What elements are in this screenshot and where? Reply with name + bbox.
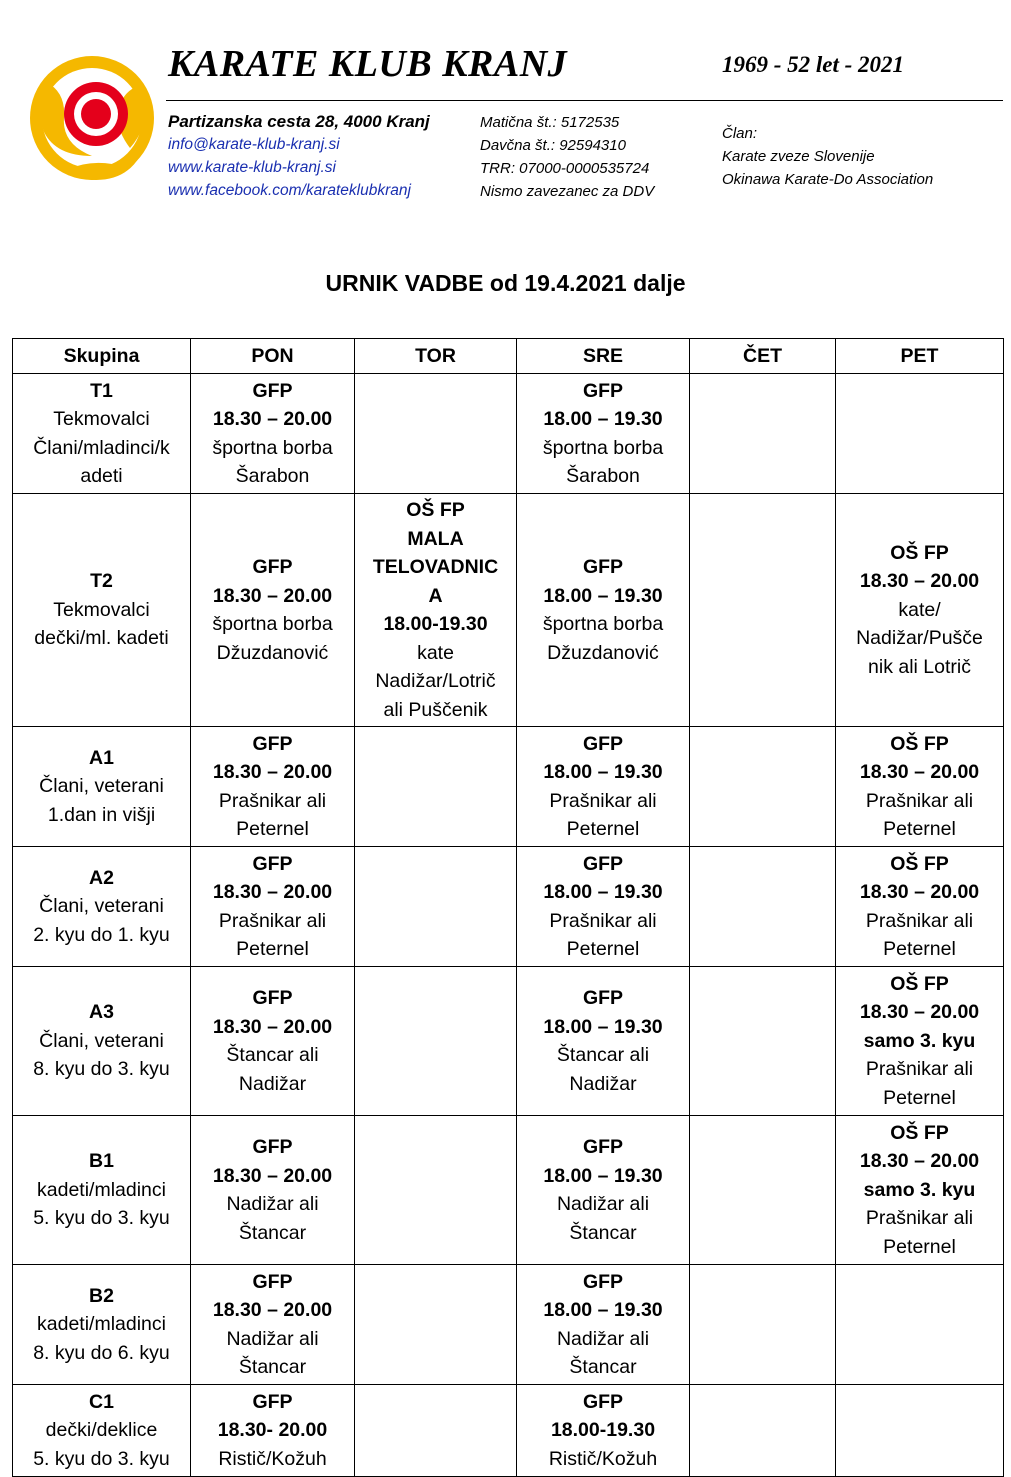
column-header-monday: PON xyxy=(191,339,355,374)
coach: Džuzdanović xyxy=(216,641,329,664)
coach: Nadižar xyxy=(569,1072,637,1095)
table-row xyxy=(13,1265,1004,1385)
friday-cell xyxy=(836,967,1004,1116)
registration-number: Matična št.: 5172535 xyxy=(480,114,620,131)
time: 18.00 – 19.30 xyxy=(543,408,663,430)
coach: Nadižar/Lotrič xyxy=(375,670,496,692)
coach: Prašnikar ali xyxy=(865,1207,974,1230)
wednesday-cell xyxy=(517,1385,690,1477)
monday-cell xyxy=(191,1116,355,1265)
coach: Štancar xyxy=(238,1356,307,1378)
time: 18.30 – 20.00 xyxy=(212,761,333,783)
group-desc: Člani, veterani xyxy=(39,775,164,798)
group-desc: Člani, veterani xyxy=(39,895,164,918)
column-header-thursday: ČET xyxy=(690,339,836,374)
column-header-wednesday: SRE xyxy=(517,339,690,374)
time: 18.00 – 19.30 xyxy=(543,761,663,783)
table-row xyxy=(13,727,1004,847)
membership-block xyxy=(722,122,933,191)
coach: Prašnikar ali xyxy=(865,909,974,932)
coach: Peternel xyxy=(236,818,309,840)
website-link[interactable]: www.karate-klub-kranj.si xyxy=(168,159,336,176)
club-address: Partizanska cesta 28, 4000 Kranj xyxy=(168,112,430,131)
coach: Peternel xyxy=(883,1086,956,1109)
group-cell xyxy=(13,967,191,1116)
table-row xyxy=(13,374,1004,494)
tuesday-cell xyxy=(355,967,517,1116)
restriction-note: samo 3. kyu xyxy=(863,1029,976,1052)
group-desc: 5. kyu do 3. kyu xyxy=(33,1447,170,1470)
thursday-cell xyxy=(690,727,836,847)
group-code: A3 xyxy=(89,1001,114,1024)
monday-cell xyxy=(191,847,355,967)
venue: GFP xyxy=(252,732,293,755)
coach: Ristič/Kožuh xyxy=(548,1447,658,1470)
time: 18.30 – 20.00 xyxy=(212,584,333,607)
wednesday-cell xyxy=(517,374,690,494)
venue: OŠ FP xyxy=(890,972,949,995)
coach: Peternel xyxy=(883,818,956,840)
coach: Peternel xyxy=(883,1235,956,1258)
thursday-cell xyxy=(690,374,836,494)
group-desc: adeti xyxy=(80,465,123,487)
venue: GFP xyxy=(252,1390,293,1413)
session-info: športna borba xyxy=(542,613,664,635)
tuesday-cell xyxy=(355,494,517,727)
anniversary: 1969 - 52 let - 2021 xyxy=(722,52,905,77)
time: 18.30 – 20.00 xyxy=(859,570,980,593)
group-desc: Člani, veterani xyxy=(39,1029,164,1052)
session-info: kate/ xyxy=(898,598,941,621)
coach: Nadižar/Pušče xyxy=(856,627,983,650)
tuesday-cell xyxy=(355,1116,517,1265)
coach: Ristič/Kožuh xyxy=(218,1447,327,1470)
table-row xyxy=(13,847,1004,967)
venue: GFP xyxy=(582,732,624,755)
group-desc: 1.dan in višji xyxy=(47,803,156,826)
club-name: KARATE KLUB KRANJ xyxy=(168,43,568,85)
tuesday-cell xyxy=(355,1265,517,1385)
table-row xyxy=(13,1385,1004,1477)
coach: Peternel xyxy=(566,938,640,960)
coach: Nadižar ali xyxy=(226,1193,319,1215)
member-of-federation: Karate zveze Slovenije xyxy=(722,148,875,165)
friday-cell xyxy=(836,847,1004,967)
group-desc: kadeti/mladinci xyxy=(37,1313,166,1336)
group-cell xyxy=(13,1265,191,1385)
friday-cell xyxy=(836,727,1004,847)
coach: Nadižar ali xyxy=(556,1327,650,1350)
venue: GFP xyxy=(582,1390,624,1413)
coach: Nadižar ali xyxy=(556,1193,650,1215)
wednesday-cell xyxy=(517,494,690,727)
header-divider xyxy=(166,100,1003,101)
member-of-association: Okinawa Karate-Do Association xyxy=(722,171,934,188)
time: 18.30 – 20.00 xyxy=(859,761,980,783)
member-label: Član: xyxy=(722,125,758,142)
table-row xyxy=(13,494,1004,727)
vat-note: Nismo zavezanec za DDV xyxy=(480,183,655,200)
club-logo xyxy=(26,52,158,184)
time: 18.30 – 20.00 xyxy=(859,881,980,903)
group-cell xyxy=(13,847,191,967)
friday-cell xyxy=(836,494,1004,727)
group-desc: kadeti/mladinci xyxy=(37,1178,166,1201)
wednesday-cell xyxy=(517,1116,690,1265)
coach: Peternel xyxy=(566,818,640,840)
table-row xyxy=(13,1116,1004,1265)
thursday-cell xyxy=(690,1385,836,1477)
group-cell xyxy=(13,727,191,847)
thursday-cell xyxy=(690,1116,836,1265)
venue: GFP xyxy=(582,556,624,578)
coach: Nadižar ali xyxy=(226,1327,319,1350)
group-desc: dečki/ml. kadeti xyxy=(34,627,169,650)
venue: OŠ FP xyxy=(890,1121,949,1144)
monday-cell xyxy=(191,374,355,494)
header-row xyxy=(13,339,1004,374)
tuesday-cell xyxy=(355,374,517,494)
coach: Prašnikar ali xyxy=(218,909,327,932)
group-code: B2 xyxy=(89,1284,114,1307)
venue: GFP xyxy=(252,987,293,1009)
venue: GFP xyxy=(252,1136,293,1158)
training-schedule-table xyxy=(12,338,1004,1477)
coach: Peternel xyxy=(236,938,309,960)
schedule-title: URNIK VADBE od 19.4.2021 dalje xyxy=(325,270,686,296)
group-code: A2 xyxy=(89,866,114,889)
column-header-group: Skupina xyxy=(13,339,191,374)
coach: Štancar xyxy=(238,1221,307,1244)
monday-cell xyxy=(191,967,355,1116)
session-info: športna borba xyxy=(212,613,333,635)
group-desc: Člani/mladinci/k xyxy=(33,436,170,459)
venue: GFP xyxy=(252,1270,293,1293)
wednesday-cell xyxy=(517,1265,690,1385)
wednesday-cell xyxy=(517,967,690,1116)
tuesday-cell xyxy=(355,1385,517,1477)
monday-cell xyxy=(191,494,355,727)
table-row xyxy=(13,967,1004,1116)
thursday-cell xyxy=(690,847,836,967)
venue: GFP xyxy=(582,987,624,1009)
coach: Prašnikar ali xyxy=(218,789,327,812)
thursday-cell xyxy=(690,1265,836,1385)
time: 18.30 – 20.00 xyxy=(212,881,333,903)
thursday-cell xyxy=(690,967,836,1116)
time: 18.00-19.30 xyxy=(550,1419,656,1442)
time: 18.30 – 20.00 xyxy=(859,1001,980,1024)
session-info: športna borba xyxy=(542,436,664,459)
venue: OŠ FP xyxy=(890,541,949,564)
group-desc: 2. kyu do 1. kyu xyxy=(33,923,170,946)
facebook-link[interactable]: www.facebook.com/karateklubkranj xyxy=(168,182,411,199)
friday-cell xyxy=(836,374,1004,494)
venue: GFP xyxy=(582,1270,624,1293)
group-desc: dečki/deklice xyxy=(45,1419,158,1442)
friday-cell xyxy=(836,1116,1004,1265)
time: 18.00-19.30 xyxy=(383,613,488,635)
time: 18.30- 20.00 xyxy=(217,1419,328,1442)
monday-cell xyxy=(191,1265,355,1385)
venue: GFP xyxy=(582,852,624,875)
coach: Štancar ali xyxy=(226,1044,319,1066)
venue: OŠ FP xyxy=(406,499,465,521)
group-cell xyxy=(13,1116,191,1265)
coach: Šarabon xyxy=(566,465,640,487)
coach: Nadižar xyxy=(238,1072,307,1095)
group-cell xyxy=(13,494,191,727)
tuesday-cell xyxy=(355,847,517,967)
venue-detail: TELOVADNIC xyxy=(372,556,499,578)
bank-account: TRR: 07000-0000535724 xyxy=(480,160,650,177)
venue-detail: A xyxy=(428,584,443,607)
group-desc: 5. kyu do 3. kyu xyxy=(33,1207,170,1230)
coach: Prašnikar ali xyxy=(549,909,657,932)
wednesday-cell xyxy=(517,727,690,847)
time: 18.00 – 19.30 xyxy=(543,1015,663,1038)
group-code: T1 xyxy=(90,379,113,402)
registration-block xyxy=(480,111,654,203)
group-desc: Tekmovalci xyxy=(53,598,150,621)
venue: GFP xyxy=(582,379,624,402)
group-desc: Tekmovalci xyxy=(53,408,150,430)
column-header-friday: PET xyxy=(836,339,1004,374)
coach: Štancar ali xyxy=(556,1044,650,1066)
thursday-cell xyxy=(690,494,836,727)
venue: OŠ FP xyxy=(890,732,949,755)
session-info: športna borba xyxy=(212,436,333,459)
coach: Džuzdanović xyxy=(547,641,659,664)
group-cell xyxy=(13,1385,191,1477)
time: 18.00 – 19.30 xyxy=(543,1164,663,1187)
venue: GFP xyxy=(252,379,293,402)
coach: Šarabon xyxy=(235,465,310,487)
time: 18.30 – 20.00 xyxy=(212,1299,333,1321)
time: 18.00 – 19.30 xyxy=(543,584,663,607)
time: 18.00 – 19.30 xyxy=(543,1299,663,1321)
friday-cell xyxy=(836,1265,1004,1385)
coach: Štancar xyxy=(569,1356,637,1378)
group-code: A1 xyxy=(89,746,114,769)
time: 18.30 – 20.00 xyxy=(212,408,333,430)
coach: Štancar xyxy=(569,1221,637,1244)
friday-cell xyxy=(836,1385,1004,1477)
coach: Peternel xyxy=(883,938,956,960)
venue: GFP xyxy=(252,556,293,578)
session-info: kate xyxy=(417,641,454,664)
group-cell xyxy=(13,374,191,494)
tuesday-cell xyxy=(355,727,517,847)
coach: Prašnikar ali xyxy=(865,789,974,812)
restriction-note: samo 3. kyu xyxy=(863,1178,976,1201)
monday-cell xyxy=(191,1385,355,1477)
coach: Prašnikar ali xyxy=(865,1058,974,1081)
time: 18.30 – 20.00 xyxy=(212,1164,333,1187)
contact-block xyxy=(168,110,430,202)
monday-cell xyxy=(191,727,355,847)
email-link[interactable]: info@karate-klub-kranj.si xyxy=(168,136,340,153)
tax-number: Davčna št.: 92594310 xyxy=(480,137,626,154)
group-code: C1 xyxy=(89,1390,114,1413)
time: 18.00 – 19.30 xyxy=(543,881,663,903)
venue: GFP xyxy=(252,852,293,875)
time: 18.30 – 20.00 xyxy=(859,1150,980,1173)
time: 18.30 – 20.00 xyxy=(212,1015,333,1038)
coach: Prašnikar ali xyxy=(549,789,657,812)
venue-detail: MALA xyxy=(407,527,464,550)
coach: nik ali Lotrič xyxy=(868,655,971,678)
coach: ali Puščenik xyxy=(383,698,488,721)
group-desc: 8. kyu do 3. kyu xyxy=(33,1058,170,1081)
venue: GFP xyxy=(582,1136,624,1158)
venue: OŠ FP xyxy=(890,852,949,875)
group-code: B1 xyxy=(89,1150,114,1173)
column-header-tuesday: TOR xyxy=(355,339,517,374)
group-code: T2 xyxy=(90,570,113,593)
wednesday-cell xyxy=(517,847,690,967)
group-desc: 8. kyu do 6. kyu xyxy=(33,1341,170,1364)
